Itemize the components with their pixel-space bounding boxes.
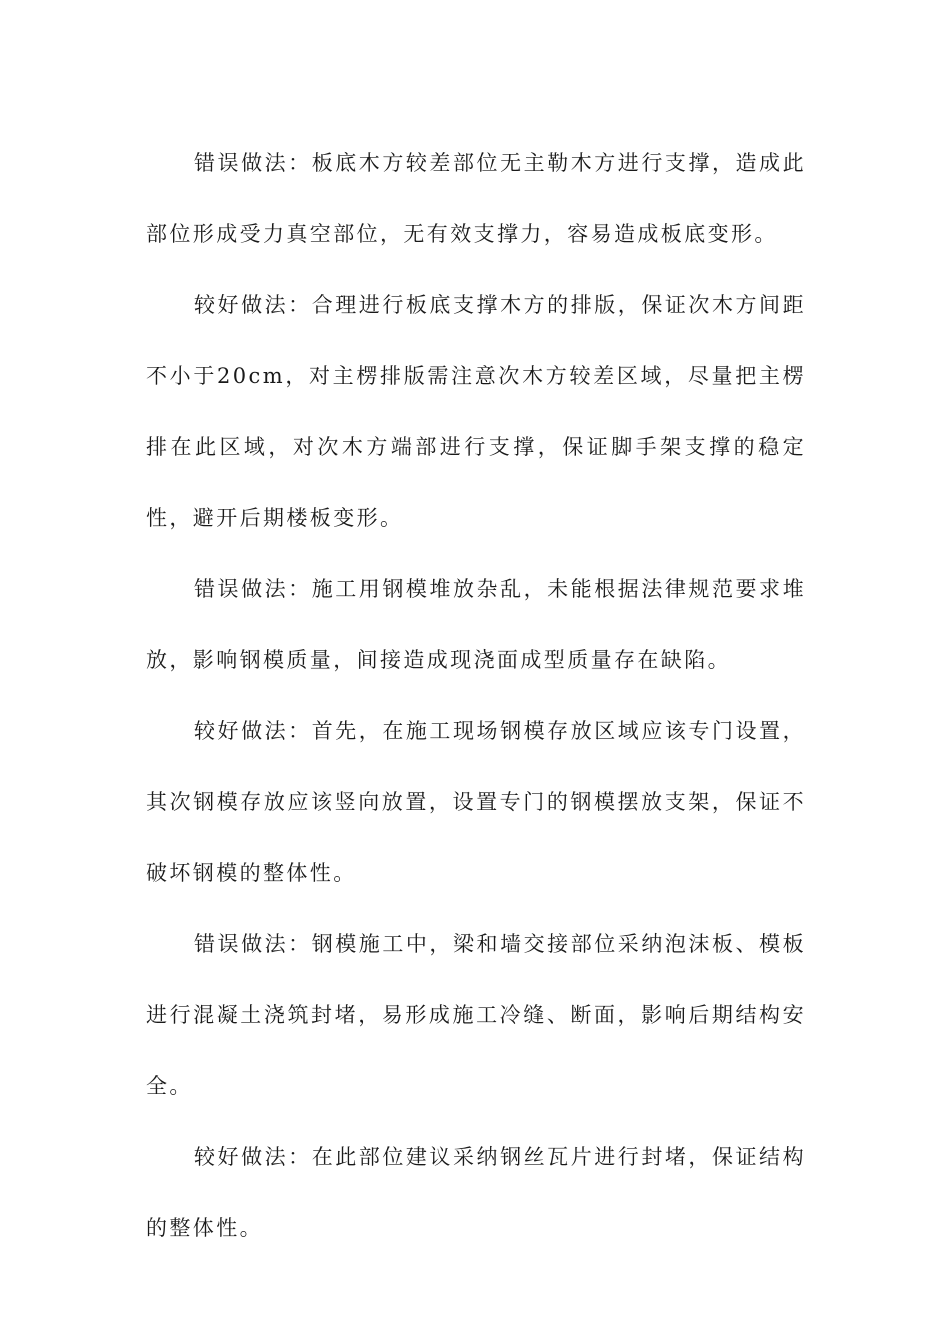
paragraph-good-practice-joint-sealing: 较好做法：在此部位建议采纳钢丝瓦片进行封堵，保证结构的整体性。: [146, 1145, 806, 1240]
paragraph-good-practice-board-support: 较好做法：合理进行板底支撑木方的排版，保证次木方间距不小于20cm，对主楞排版需注意次木方较差区域，尽量把主楞排在此区域，对次木方端部进行支撑，保证脚手架支撑的稳定性，避开后期楼板变形。: [146, 293, 806, 530]
paragraph-wrong-practice-steel-mold-storage: 错误做法：施工用钢模堆放杂乱，未能根据法律规范要求堆放，影响钢模质量，间接造成现浇面成型质量存在缺陷。: [146, 577, 806, 672]
paragraph-wrong-practice-board-support: 错误做法：板底木方较差部位无主勒木方进行支撑，造成此部位形成受力真空部位，无有效支撑力，容易造成板底变形。: [146, 151, 806, 246]
paragraph-good-practice-steel-mold-storage: 较好做法：首先，在施工现场钢模存放区域应该专门设置，其次钢模存放应该竖向放置，设置专门的钢模摆放支架，保证不破坏钢模的整体性。: [146, 719, 806, 885]
paragraph-wrong-practice-joint-sealing: 错误做法：钢模施工中，梁和墙交接部位采纳泡沫板、模板进行混凝土浇筑封堵，易形成施工冷缝、断面，影响后期结构安全。: [146, 932, 806, 1098]
document-body: [146, 128, 806, 1264]
